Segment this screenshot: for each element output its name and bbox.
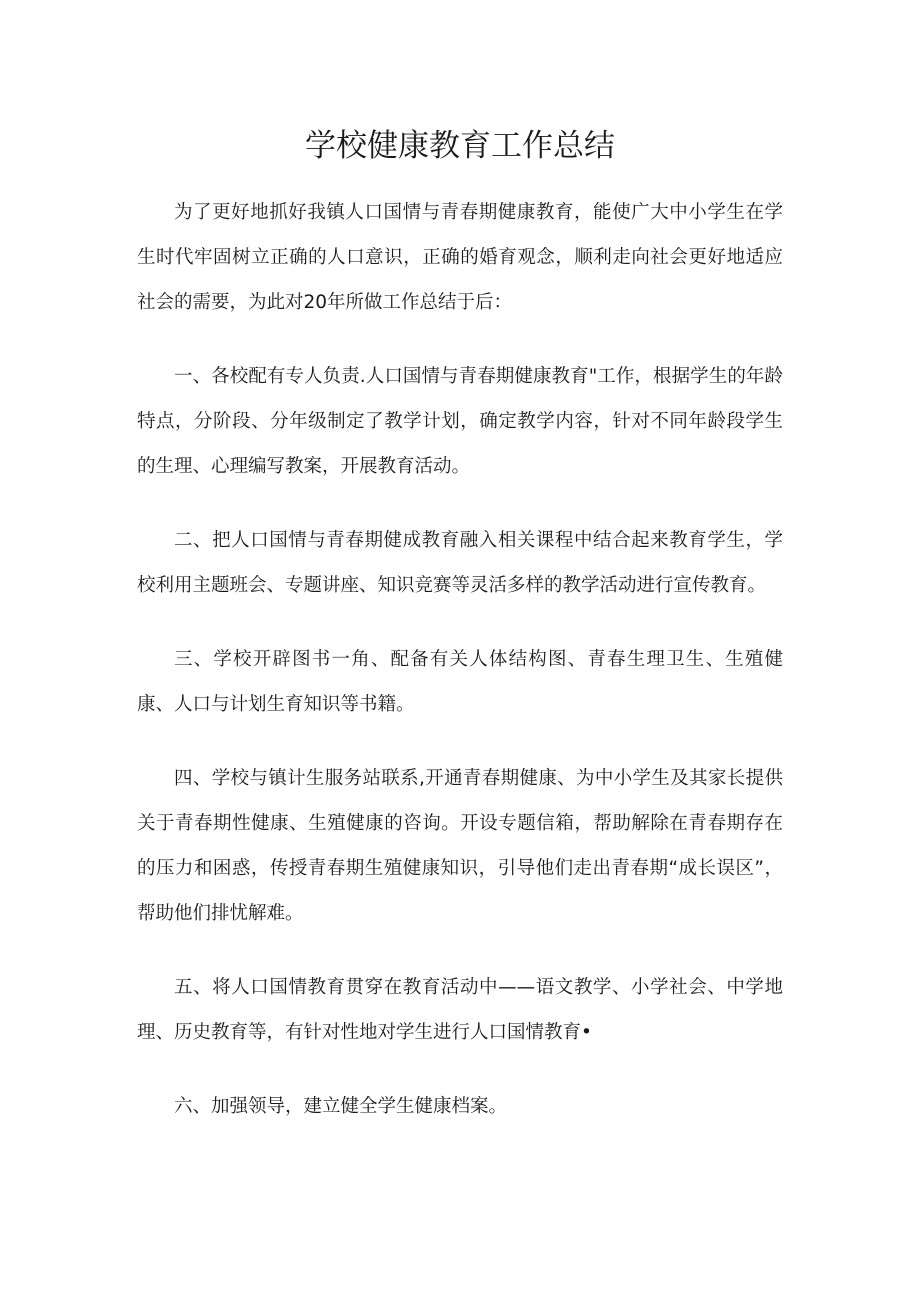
- document-title: 学校健康教育工作总结: [305, 128, 615, 164]
- paragraph-item-6: 六、加强领导，建立健全学生健康档案。: [174, 1096, 508, 1117]
- paragraph-item-3: 三、学校开辟图书一角、配备有关人体结构图、青春生理卫生、生殖健康、人口与计划生育知识等书籍。: [137, 649, 783, 715]
- paragraph-item-5: 五、将人口国情教育贯穿在教育活动中——语文教学、小学社会、中学地理、历史教育等，有针对性地对学生进行人口国情教育•: [137, 977, 783, 1043]
- paragraph-item-1: 一、各校配有专人负责.人口国情与青春期健康教育"工作，根据学生的年龄特点，分阶段、分年级制定了教学计划，确定教学内容，针对不同年龄段学生的生理、心理编写教案，开展教育活动。: [137, 366, 783, 477]
- paragraph-item-2: 二、把人口国情与青春期健成教育融入相关课程中结合起来教育学生，学校利用主题班会、专题讲座、知识竞赛等灵活多样的教学活动进行宣传教育。: [137, 530, 783, 596]
- paragraph-intro: 为了更好地抓好我镇人口国情与青春期健康教育，能使广大中小学生在学生时代牢固树立正确的人口意识，正确的婚育观念，顺利走向社会更好地适应社会的需要，为此对20年所做工作总结于后：: [137, 202, 783, 313]
- paragraph-item-4: 四、学校与镇计生服务站联系,开通青春期健康、为中小学生及其家长提供关于青春期性健康、生殖健康的咨询。开设专题信箱，帮助解除在青春期存在的压力和困惑，传授青春期生殖健康知识，引导他们走出青春期“成长误区”，帮助他们排忧解难。: [137, 768, 783, 924]
